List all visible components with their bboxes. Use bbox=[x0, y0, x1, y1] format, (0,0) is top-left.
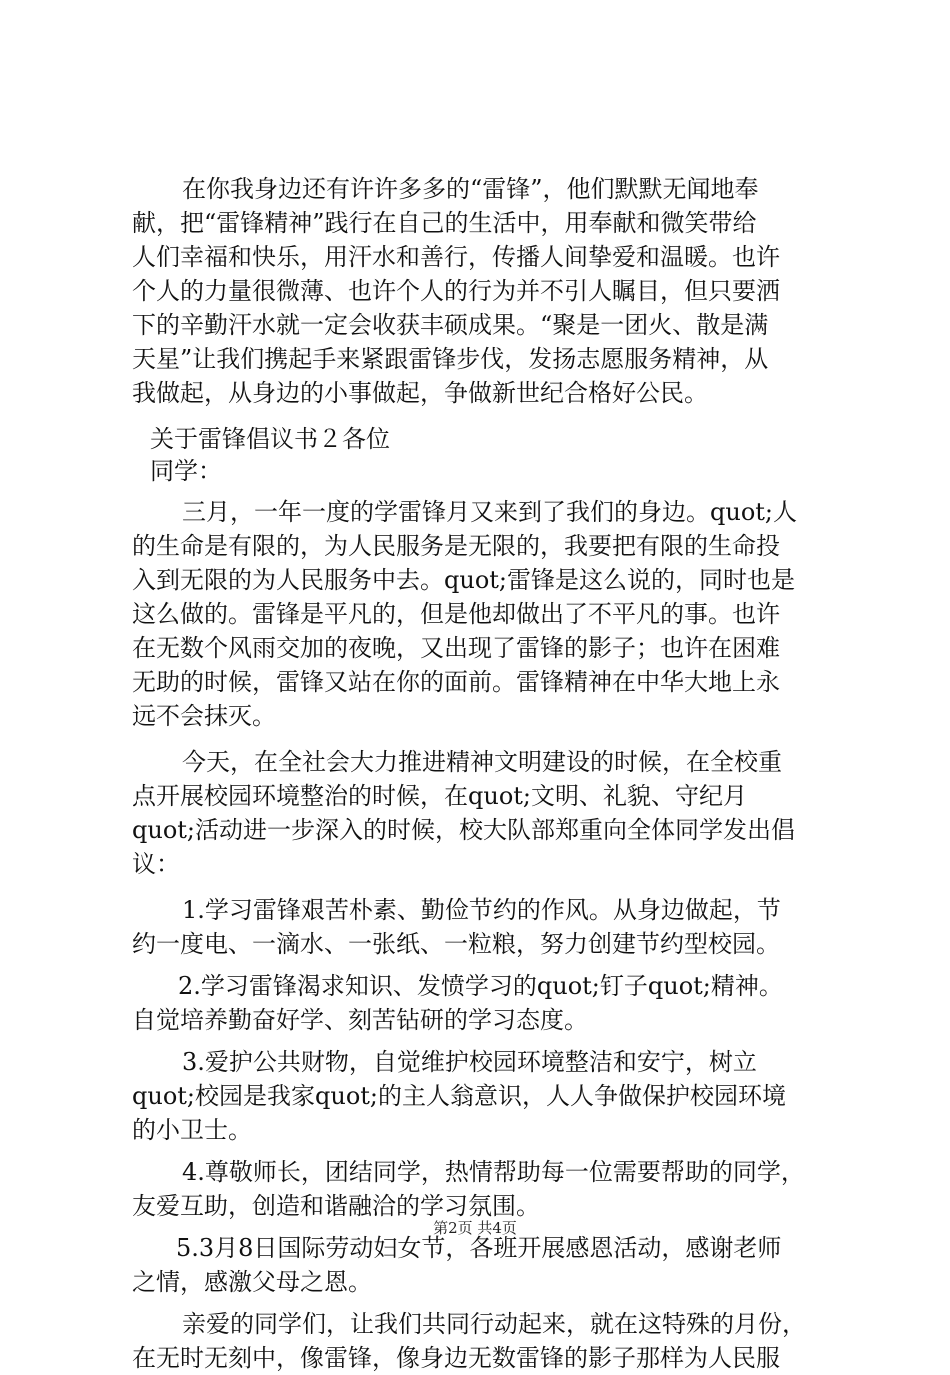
text-line: 这么做的。雷锋是平凡的，但是他却做出了不平凡的事。也许 bbox=[132, 600, 780, 628]
text-line: 的生命是有限的，为人民服务是无限的，我要把有限的生命投 bbox=[132, 532, 780, 560]
list-item: 1.学习雷锋艰苦朴素、勤俭节约的作风。从身边做起，节 bbox=[182, 896, 781, 924]
text-line: quot;活动进一步深入的时候，校大队部郑重向全体同学发出倡 bbox=[132, 816, 795, 844]
text-line: 点开展校园环境整治的时候，在quot;文明、礼貌、守纪月 bbox=[132, 782, 747, 810]
text-line: 下的辛勤汗水就一定会收获丰硕成果。“聚是一团火、散是满 bbox=[132, 311, 769, 339]
text-line: 三月，一年一度的学雷锋月又来到了我们的身边。quot;人 bbox=[182, 498, 797, 526]
text-line: 自觉培养勤奋好学、刻苦钻研的学习态度。 bbox=[132, 1006, 588, 1034]
section-heading: 关于雷锋倡议书２各位 bbox=[150, 425, 390, 453]
list-item: 2.学习雷锋渴求知识、发愤学习的quot;钉子quot;精神。 bbox=[178, 972, 783, 1000]
text-line: 亲爱的同学们，让我们共同行动起来，就在这特殊的月份， bbox=[182, 1310, 806, 1338]
text-line: 在无数个风雨交加的夜晚，又出现了雷锋的影子；也许在困难 bbox=[132, 634, 780, 662]
text-line: 无助的时候，雷锋又站在你的面前。雷锋精神在中华大地上永 bbox=[132, 668, 780, 696]
text-line: 在你我身边还有许许多多的“雷锋”，他们默默无闻地奉 bbox=[182, 175, 759, 203]
text-line: 远不会抹灭。 bbox=[132, 702, 276, 730]
list-item: 4.尊敬师长，团结同学，热情帮助每一位需要帮助的同学， bbox=[182, 1158, 805, 1186]
text-line: 入到无限的为人民服务中去。quot;雷锋是这么说的，同时也是 bbox=[132, 566, 795, 594]
text-line: quot;校园是我家quot;的主人翁意识，人人争做保护校园环境 bbox=[132, 1082, 786, 1110]
text-line: 约一度电、一滴水、一张纸、一粒粮，努力创建节约型校园。 bbox=[132, 930, 780, 958]
text-line: 今天，在全社会大力推进精神文明建设的时候，在全校重 bbox=[182, 748, 782, 776]
text-line: 我做起，从身边的小事做起，争做新世纪合格好公民。 bbox=[132, 379, 708, 407]
text-line: 天星”让我们携起手来紧跟雷锋步伐，发扬志愿服务精神，从 bbox=[132, 345, 769, 373]
text-line: 献，把“雷锋精神”践行在自己的生活中，用奉献和微笑带给 bbox=[132, 209, 757, 237]
list-item: 3.爱护公共财物，自觉维护校园环境整洁和安宁，树立 bbox=[182, 1048, 757, 1076]
text-line: 的小卫士。 bbox=[132, 1116, 252, 1144]
text-line: 友爱互助，创造和谐融洽的学习氛围。 bbox=[132, 1192, 540, 1220]
text-line: 议： bbox=[132, 850, 180, 878]
list-item: 5.3月8日国际劳动妇女节，各班开展感恩活动，感谢老师 bbox=[176, 1234, 782, 1262]
page-footer: 第2页 共4页 bbox=[433, 1219, 517, 1237]
text-line: 人们幸福和快乐，用汗水和善行，传播人间挚爱和温暖。也许 bbox=[132, 243, 780, 271]
text-line: 在无时无刻中，像雷锋，像身边无数雷锋的影子那样为人民服 bbox=[132, 1344, 780, 1372]
text-line: 个人的力量很微薄、也许个人的行为并不引人瞩目，但只要洒 bbox=[132, 277, 780, 305]
salutation: 同学： bbox=[150, 457, 222, 485]
text-line: 之情，感激父母之恩。 bbox=[132, 1268, 372, 1296]
